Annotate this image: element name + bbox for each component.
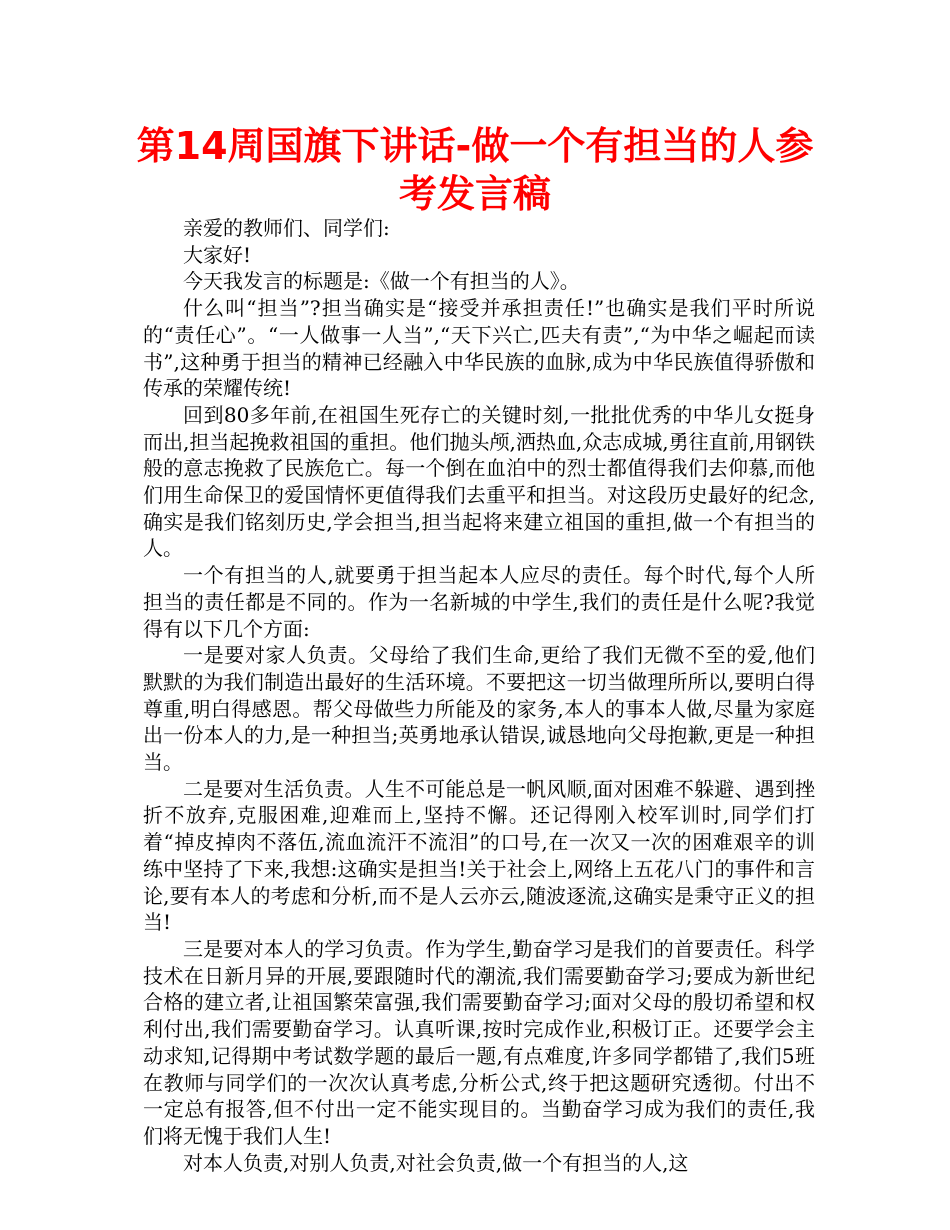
paragraph: 三是要对本人的学习负责。作为学生,勤奋学习是我们的首要责任。科学技术在日新月异的开展,要跟随时代的潮流,我们需要勤奋学习;要成为新世纪合格的建立者,让祖国繁荣富强,我们需要勤奋学习;面对父母的殷切希望和权利付出,我们需要勤奋学习。认真听课,按时完成作业,积极订正。还要学会主动求知,记得期中考试数学题的最后一题,有点难度,许多同学都错了,我们5班在教师与同学们的一次次认真考虑,分析公式,终于把这题研究透彻。付出不一定总有报答,但不付出一定不能实现目的。当勤奋学习成为我们的责任,我们将无愧于我们人生! [143, 936, 815, 1148]
paragraph: 什么叫“担当”?担当确实是“接受并承担责任!”也确实是我们平时所说的“责任心”。“一人做事一人当”,“天下兴亡,匹夫有责”,“为中华之崛起而读书”,这种勇于担当的精神已经融入中华民族的血脉,成为中华民族值得骄傲和传承的荣耀传统! [143, 296, 815, 401]
document-body [143, 215, 815, 1176]
paragraph-hello: 大家好! [183, 242, 252, 267]
paragraph: 回到80多年前,在祖国生死存亡的关键时刻,一批批优秀的中华儿女挺身而出,担当起挽救祖国的重担。他们抛头颅,洒热血,众志成城,勇往直前,用钢铁般的意志挽救了民族危亡。每一个倒在血泊中的烈士都值得我们去仰慕,而他们用生命保卫的爱国情怀更值得我们去重平和担当。对这段历史最好的纪念,确实是我们铭刻历史,学会担当,担当起将来建立祖国的重担,做一个有担当的人。 [143, 402, 815, 561]
paragraph-topic: 今天我发言的标题是:《做一个有担当的人》。 [183, 269, 580, 294]
document-title: 第14周国旗下讲话-做一个有担当的人参考发言稿 [136, 124, 814, 216]
paragraph-greeting: 亲爱的教师们、同学们: [183, 216, 390, 240]
paragraph: 一个有担当的人,就要勇于担当起本人应尽的责任。每个时代,每个人所担当的责任都是不同的。作为一名新城的中学生,我们的责任是什么呢?我觉得有以下几个方面: [143, 563, 815, 641]
paragraph: 二是要对生活负责。人生不可能总是一帆风顺,面对困难不躲避、遇到挫折不放弃,克服困难,迎难而上,坚持不懈。还记得刚入校军训时,同学们打着“掉皮掉肉不落伍,流血流汗不流泪”的口号,在一次又一次的困难艰辛的训练中坚持了下来,我想:这确实是担当!关于社会上,网络上五花八门的事件和言论,要有本人的考虑和分析,而不是人云亦云,随波逐流,这确实是秉守正义的担当! [143, 776, 815, 935]
paragraph: 一是要对家人负责。父母给了我们生命,更给了我们无微不至的爱,他们默默的为我们制造出最好的生活环境。不要把这一切当做理所所以,要明白得尊重,明白得感恩。帮父母做些力所能及的家务,本人的事本人做,尽量为家庭出一份本人的力,是一种担当;英勇地承认错误,诚恳地向父母抱歉,更是一种担当。 [143, 643, 815, 775]
paragraph: 对本人负责,对别人负责,对社会负责,做一个有担当的人,这 [183, 1150, 689, 1175]
